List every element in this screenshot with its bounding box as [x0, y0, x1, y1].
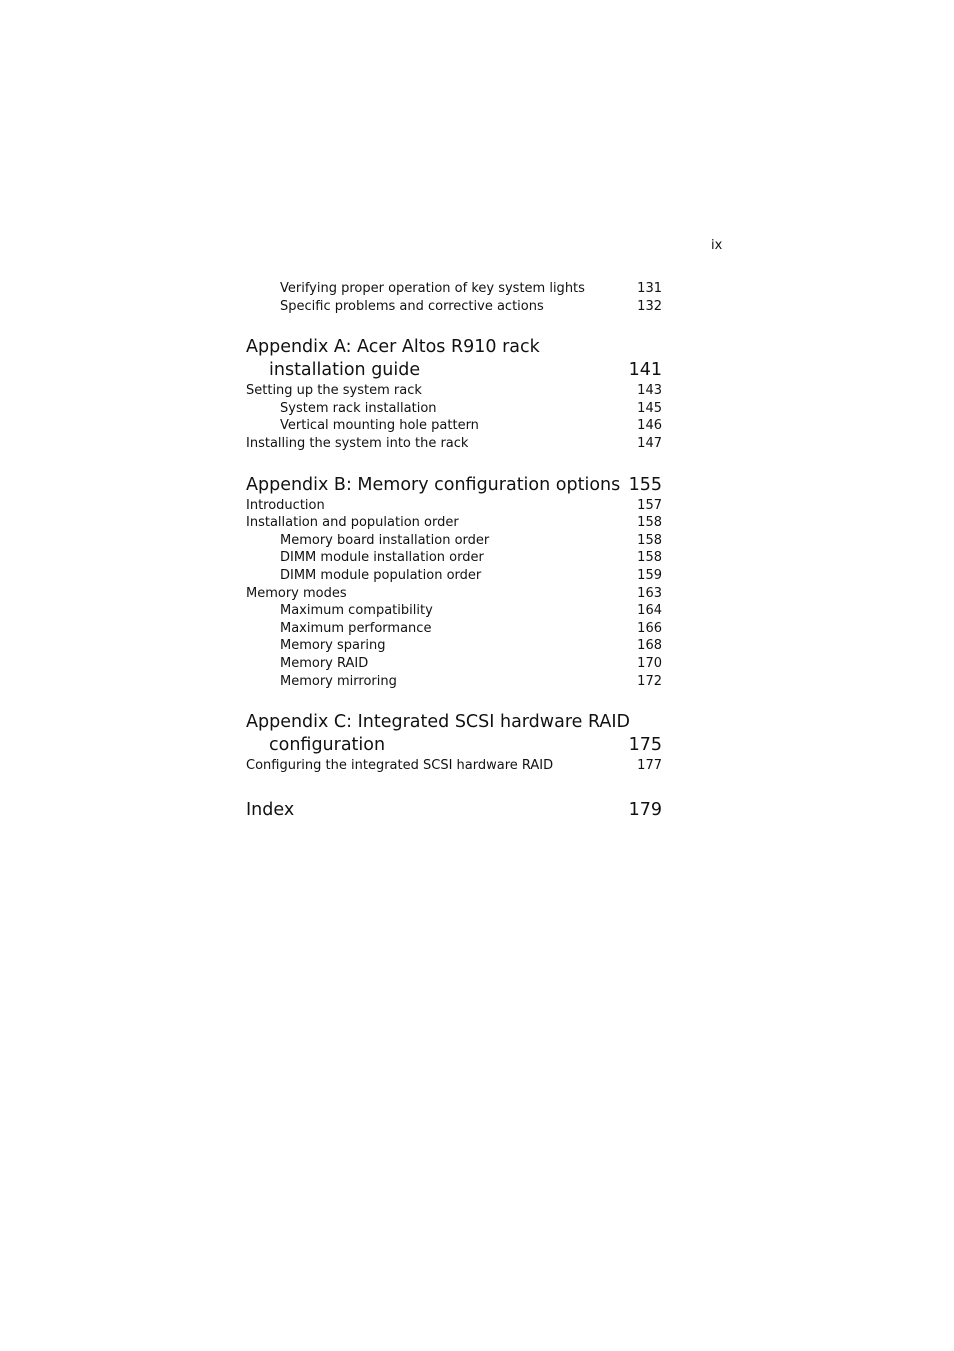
toc-entry-page: 164 — [637, 603, 662, 619]
toc-entry[interactable] — [246, 298, 662, 316]
toc-entry-title: Setting up the system rack — [246, 383, 422, 399]
toc-entry-page: 158 — [637, 532, 662, 548]
toc-entry[interactable] — [246, 655, 662, 673]
continuation-section — [246, 280, 662, 315]
index-heading[interactable] — [246, 799, 662, 822]
toc-entry-title: Installation and population order — [246, 515, 459, 531]
toc-entry-title: Verifying proper operation of key system lights — [280, 281, 585, 296]
toc-entry-page: 158 — [637, 550, 662, 566]
chapter-page: 179 — [628, 799, 662, 820]
toc-entry-title: Memory RAID — [280, 655, 369, 671]
toc-entry-title: Introduction — [246, 497, 325, 513]
toc-entry[interactable] — [246, 497, 662, 515]
appendix-c-heading[interactable] — [246, 711, 662, 757]
toc-entry[interactable] — [246, 757, 662, 775]
toc-entry-title: Configuring the integrated SCSI hardware RAID — [246, 758, 554, 774]
chapter-title-line2: configuration — [269, 735, 386, 756]
toc-entry-page: 145 — [637, 400, 662, 416]
chapter-page: 155 — [628, 474, 662, 495]
toc-entry[interactable] — [246, 602, 662, 620]
toc-entry[interactable] — [246, 567, 662, 585]
chapter-title-line1: Index — [246, 799, 295, 820]
chapter-title-line1: Appendix C: Integrated SCSI hardware RAID — [246, 712, 631, 733]
toc-entry[interactable] — [246, 585, 662, 603]
toc-entry-title: System rack installation — [280, 400, 437, 416]
toc-entry-title: Installing the system into the rack — [246, 435, 469, 451]
table-of-contents — [246, 280, 662, 822]
toc-entry[interactable] — [246, 532, 662, 550]
toc-entry-page: 166 — [637, 620, 662, 636]
toc-entry[interactable] — [246, 400, 662, 418]
chapter-page: 141 — [628, 360, 662, 381]
toc-entry[interactable] — [246, 382, 662, 400]
toc-entry-title: Maximum compatibility — [280, 603, 433, 619]
chapter-title-line2: installation guide — [269, 360, 421, 381]
page-number: ix — [711, 238, 723, 253]
toc-entry[interactable] — [246, 514, 662, 532]
toc-entry-title: Vertical mounting hole pattern — [280, 418, 479, 434]
toc-entry-title: Memory modes — [246, 585, 347, 601]
toc-entry-title: Memory board installation order — [280, 532, 490, 548]
toc-entry-page: 132 — [637, 298, 662, 314]
appendix-c-entries — [246, 757, 662, 775]
toc-entry-page: 146 — [637, 418, 662, 434]
toc-entry-title: DIMM module population order — [280, 567, 482, 583]
toc-entry-title: Maximum performance — [280, 620, 432, 636]
toc-entry[interactable] — [246, 417, 662, 435]
toc-entry-page: 157 — [637, 497, 662, 513]
toc-entry[interactable] — [246, 280, 662, 298]
toc-entry[interactable] — [246, 549, 662, 567]
toc-entry-page: 168 — [637, 638, 662, 654]
toc-entry-title: Memory sparing — [280, 638, 386, 654]
toc-entry-page: 163 — [637, 585, 662, 601]
toc-entry-page: 159 — [637, 567, 662, 583]
chapter-title-line1: Appendix B: Memory configuration options — [246, 474, 621, 495]
toc-entry-title: DIMM module installation order — [280, 550, 484, 566]
chapter-page: 175 — [628, 735, 662, 756]
chapter-title-line1: Appendix A: Acer Altos R910 rack — [246, 337, 540, 358]
toc-entry-page: 147 — [637, 435, 662, 451]
toc-entry-title: Memory mirroring — [280, 673, 397, 689]
toc-entry-page: 172 — [637, 673, 662, 689]
toc-entry-page: 170 — [637, 655, 662, 671]
toc-entry-page: 143 — [637, 383, 662, 399]
toc-entry-title: Specific problems and corrective actions — [280, 298, 544, 314]
toc-entry[interactable] — [246, 620, 662, 638]
toc-entry-page: 177 — [637, 758, 662, 774]
appendix-a-entries — [246, 382, 662, 452]
toc-entry-page: 131 — [637, 281, 662, 296]
toc-entry-page: 158 — [637, 515, 662, 531]
appendix-b-entries — [246, 497, 662, 691]
toc-entry[interactable] — [246, 637, 662, 655]
toc-entry[interactable] — [246, 435, 662, 453]
toc-entry[interactable] — [246, 673, 662, 691]
appendix-a-heading[interactable] — [246, 336, 662, 382]
appendix-b-heading[interactable] — [246, 474, 662, 497]
